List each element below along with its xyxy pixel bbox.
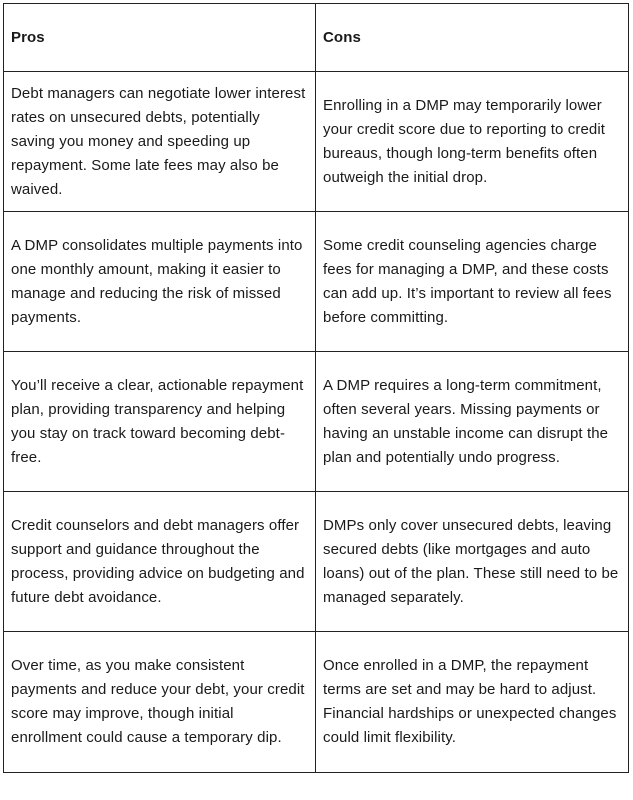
table-row [4,352,629,492]
pro-cell: A DMP consolidates multiple payments into one monthly amount, making it easier to manage and reducing the risk of missed payments. [4,212,316,352]
header-cons: Cons [316,4,629,72]
table-row [4,212,629,352]
pro-cell: Credit counselors and debt managers offer support and guidance throughout the process, providing advice on budgeting and future debt avoidance. [4,492,316,632]
con-cell: DMPs only cover unsecured debts, leaving secured debts (like mortgages and auto loans) out of the plan. These still need to be managed separately. [316,492,629,632]
pros-cons-table [3,3,629,773]
con-cell: Enrolling in a DMP may temporarily lower your credit score due to reporting to credit bureaus, though long-term benefits often outweigh the initial drop. [316,72,629,212]
table-header-row [4,4,629,72]
table-row [4,72,629,212]
pro-cell: Debt managers can negotiate lower interest rates on unsecured debts, potentially saving you money and speeding up repayment. Some late fees may also be waived. [4,72,316,212]
pro-cell: Over time, as you make consistent payments and reduce your debt, your credit score may improve, though initial enrollment could cause a temporary dip. [4,632,316,773]
table-row [4,632,629,773]
con-cell: Once enrolled in a DMP, the repayment terms are set and may be hard to adjust. Financial hardships or unexpected changes could limit flexibility. [316,632,629,773]
header-pros: Pros [4,4,316,72]
con-cell: Some credit counseling agencies charge fees for managing a DMP, and these costs can add up. It’s important to review all fees before committing. [316,212,629,352]
con-cell: A DMP requires a long-term commitment, often several years. Missing payments or having an unstable income can disrupt the plan and potentially undo progress. [316,352,629,492]
table-row [4,492,629,632]
pro-cell: You’ll receive a clear, actionable repayment plan, providing transparency and helping you stay on track toward becoming debt-free. [4,352,316,492]
